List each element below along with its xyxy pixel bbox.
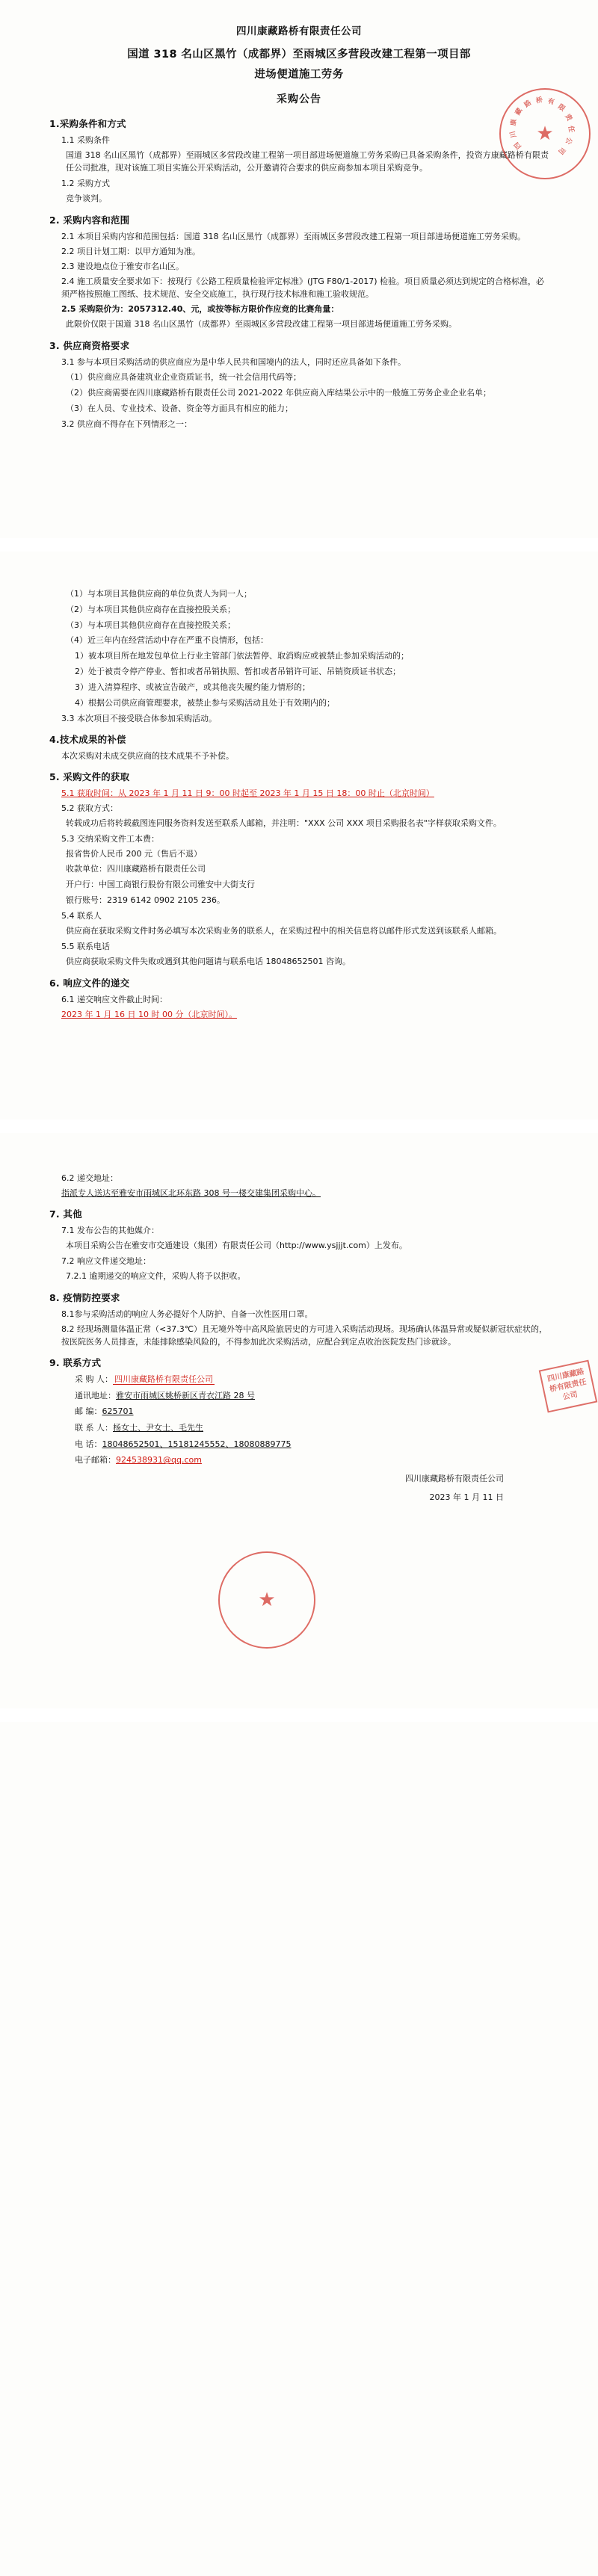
- section-1-item-0: 1.1 采购条件: [61, 135, 110, 145]
- section-2-item-4: 2.5 采购限价为：2057312.40、元，或按等标方限价作应竞的比赛角量：: [61, 304, 339, 315]
- page-gap-3: [0, 1708, 598, 1722]
- section-5-item-4: 报省售价人民币 200 元（售后不退）: [66, 848, 202, 859]
- p2-item-8: 3.3 本次项目不接受联合体参加采购活动。: [61, 713, 217, 723]
- section-2-item-2: 2.3 建设地点位于雅安市名山区。: [61, 262, 184, 272]
- document-sheet-4: [0, 1722, 598, 2576]
- contact-row-5: [75, 1454, 549, 1468]
- section-heading-6: 6. 响应文件的递交: [49, 977, 130, 989]
- section-8-item-0: 8.1参与采购活动的响应人务必提好个人防护、自备一次性医用口罩。: [61, 1309, 313, 1319]
- section-1-item-2: 1.2 采购方式: [61, 179, 110, 189]
- document-subtitle: 采购公告: [277, 93, 321, 105]
- contact-label-3: 联 系 人：: [75, 1423, 113, 1433]
- section-1-item-1: 国道 318 名山区黑竹（成都界）至雨城区多营段改建工程第一项目部进场便道施工劳务采购已具备采购条件，投资方康藏路桥有限责任公司批准，现对该施工项目实施公开采购活动，公开邀请符合要求的供应商参加本项目采购竞争。: [66, 149, 549, 173]
- section-3-item-4: 3.2 供应商不得存在下列情形之一：: [61, 418, 192, 429]
- contact-row-2: [75, 1405, 549, 1419]
- p2-item-6: 3）进入清算程序、或被宣告破产，或其他丧失履约能力情形的；: [75, 682, 310, 692]
- document-sheet-2: [0, 552, 598, 1119]
- section-7-item-1: 本项目采购公告在雅安市交通建设（集团）有限责任公司（http://www.ysjjjt.com）上发布。: [66, 1241, 407, 1251]
- p2-item-7: 4）根据公司供应商管理要求，被禁止参与采购活动且处于有效期内的；: [75, 697, 335, 708]
- document-title-line2: 进场便道施工劳务: [254, 68, 344, 81]
- company-name: 四川康藏路桥有限责任公司: [236, 25, 362, 37]
- company-seal-bottom: [218, 1551, 315, 1649]
- section-7-item-3: 7.2.1 逾期递交的响应文件，采购人将予以拒收。: [66, 1271, 246, 1281]
- p3-s0-item-0: 6.2 递交地址：: [61, 1173, 118, 1183]
- seal-ring-text: 四 川 康 藏 路 桥 有 限 责 任 公 司: [508, 96, 575, 156]
- section-3-item-1: （1）供应商应具备建筑业企业资质证书，统一社会信用代码等；: [66, 372, 301, 383]
- seal-star-icon-2: ★: [258, 1589, 276, 1611]
- section-6-item-1: 2023 年 1 月 16 日 10 时 00 分（北京时间）。: [61, 1009, 237, 1019]
- section-8-item-1: 8.2 经现场测量体温正常（<37.3℃）且无境外等中高风险旅居史的方可进入采购活动现场。现场确认体温异常或疑似新冠状症状的，按医院医务人员排查，未能排除感染风险的，不得参加此次采购活动，应配合到定点收治医院发热门诊就诊。: [61, 1323, 548, 1347]
- section-heading-5: 5. 采购文件的获取: [49, 770, 130, 782]
- section-5-item-3: 5.3 交纳采购文件工本费：: [61, 833, 159, 844]
- contact-label-0: 采 购 人：: [75, 1374, 113, 1384]
- page-gap-2: [0, 1119, 598, 1133]
- contact-value-4: 18048652501、15181245552、18080889775: [102, 1439, 292, 1449]
- section-5-item-11: 供应商获取采购文件失败或遇到其他问题请与联系电话 18048652501 咨询。: [66, 956, 351, 966]
- contact-value-0: 四川康藏路桥有限责任公司: [114, 1374, 213, 1384]
- contact-row-4: [75, 1438, 549, 1452]
- section-7-item-0: 7.1 发布公告的其他媒介：: [61, 1226, 159, 1236]
- section-heading-7: 7. 其他: [49, 1208, 82, 1220]
- section-5-item-1: 5.2 获取方式：: [61, 803, 118, 813]
- section-5-item-8: 5.4 联系人: [61, 910, 102, 921]
- section-heading-2: 2. 采购内容和范围: [49, 214, 130, 226]
- section-5-item-5: 收款单位：四川康藏路桥有限责任公司: [66, 864, 206, 874]
- contact-row-0: [75, 1373, 549, 1387]
- section-6-item-0: 6.1 递交响应文件截止时间：: [61, 994, 167, 1004]
- seal-star-icon: ★: [536, 123, 554, 145]
- signature-company: 四川康藏路桥有限责任公司: [405, 1474, 504, 1484]
- section-heading-9: 9. 联系方式: [49, 1356, 102, 1368]
- section-2-item-5: 此限价仅限于国道 318 名山区黑竹（成都界）至雨城区多营段改建工程第一项目部进场便道施工劳务采购。: [66, 319, 457, 330]
- contact-row-1: [75, 1389, 549, 1403]
- section-7-item-2: 7.2 响应文件递交地址：: [61, 1255, 151, 1266]
- section-2-item-0: 2.1 本项目采购内容和范围包括：国道 318 名山区黑竹（成都界）至雨城区多营段改建工程第一项目部进场便道施工劳务采购。: [61, 232, 525, 242]
- section-2-item-1: 2.2 项目计划工期：以甲方通知为准。: [61, 247, 200, 257]
- section-5-item-2: 转载成功后将转载截图连同服务资料发送至联系人邮箱，并注明："XXX 公司 XXX 项目采购报名表"字样获取采购文件。: [66, 818, 502, 828]
- p2-item-0: （1）与本项目其他供应商的单位负责人为同一人；: [66, 589, 252, 599]
- section-3-item-0: 3.1 参与本项目采购活动的供应商应为是中华人民共和国境内的法人，同时还应具备如下条件。: [61, 357, 406, 368]
- section-4-item-0: 本次采购对未成交供应商的技术成果不予补偿。: [61, 750, 234, 761]
- signature-date: 2023 年 1 月 11 日: [429, 1492, 504, 1502]
- section-2-item-3: 2.4 施工质量安全要求如下：按现行《公路工程质量检验评定标准》(JTG F80/1-2017) 检验。项目质量必须达到规定的合格标准，必须严格按照施工图纸、技术规范、安全交底施工，执行现行技术标准和施工验收规范。: [61, 277, 545, 300]
- p2-item-3: （4）近三年内在经营活动中存在严重不良情形，包括：: [66, 635, 268, 646]
- section-3-item-3: （3）在人员、专业技术、设备、资金等方面具有相应的能力；: [66, 403, 293, 413]
- section-1-item-3: 竞争谈判。: [66, 194, 107, 204]
- contact-value-1: 雅安市雨城区姚桥新区青衣江路 28 号: [116, 1390, 255, 1400]
- contact-value-5: 924538931@qq.com: [116, 1455, 202, 1465]
- section-3-item-2: （2）供应商需要在四川康藏路桥有限责任公司 2021-2022 年供应商入库结果公示中的一般施工劳务企业企业名单；: [66, 388, 491, 398]
- contact-row-3: [75, 1421, 549, 1436]
- contact-value-2: 625701: [102, 1406, 134, 1417]
- contact-label-2: 邮 编：: [75, 1406, 102, 1417]
- p3-s0-item-1: 指派专人送达至雅安市雨城区北环东路 308 号一楼交建集团采购中心。: [61, 1188, 321, 1199]
- document-sheet-1: [0, 0, 598, 538]
- document-sheet-3: [0, 1133, 598, 1708]
- section-heading-8: 8. 疫情防控要求: [49, 1291, 120, 1303]
- contact-label-4: 电 话：: [75, 1439, 102, 1449]
- contact-label-5: 电子邮箱：: [75, 1455, 116, 1465]
- page-gap-1: [0, 538, 598, 552]
- section-5-item-6: 开户行：中国工商银行股份有限公司雅安中大街支行: [66, 880, 255, 890]
- section-5-item-0: 5.1 获取时间：从 2023 年 1 月 11 日 9：00 时起至 2023 年 1 月 15 日 18：00 时止（北京时间）: [61, 788, 434, 798]
- p2-item-4: 1）被本项目所在地发包单位上行业主管部门依法暂停、取消购应或被禁止参加采购活动的；: [75, 651, 409, 661]
- document-title-line1: 国道 318 名山区黑竹（成都界）至雨城区多营段改建工程第一项目部: [127, 49, 471, 61]
- section-5-item-7: 银行账号：2319 6142 0902 2105 236。: [66, 895, 225, 905]
- p2-item-5: 2）处于被责令停产停业、暂扣或者吊销执照、暂扣或者吊销许可证、吊销资质证书状态；: [75, 667, 401, 677]
- section-heading-1: 1.采购条件和方式: [49, 117, 126, 129]
- contact-label-1: 通讯地址：: [75, 1390, 116, 1400]
- section-5-item-10: 5.5 联系电话: [61, 941, 110, 951]
- section-heading-3: 3. 供应商资格要求: [49, 340, 130, 352]
- p2-item-1: （2）与本项目其他供应商存在直接控股关系；: [66, 604, 235, 614]
- section-heading-4: 4.技术成果的补偿: [49, 733, 126, 745]
- company-stamp-right: [539, 1360, 598, 1413]
- contact-value-3: 杨女士、尹女士、毛先生: [113, 1423, 203, 1433]
- stamp-text: 四川康藏路桥有限责任公司: [546, 1368, 588, 1402]
- p2-item-2: （3）与本项目其他供应商存在直接控股关系；: [66, 620, 235, 630]
- section-5-item-9: 供应商在获取采购文件时务必填写本次采购业务的联系人，在采购过程中的相关信息将以邮件形式发送到该联系人邮箱。: [66, 925, 502, 936]
